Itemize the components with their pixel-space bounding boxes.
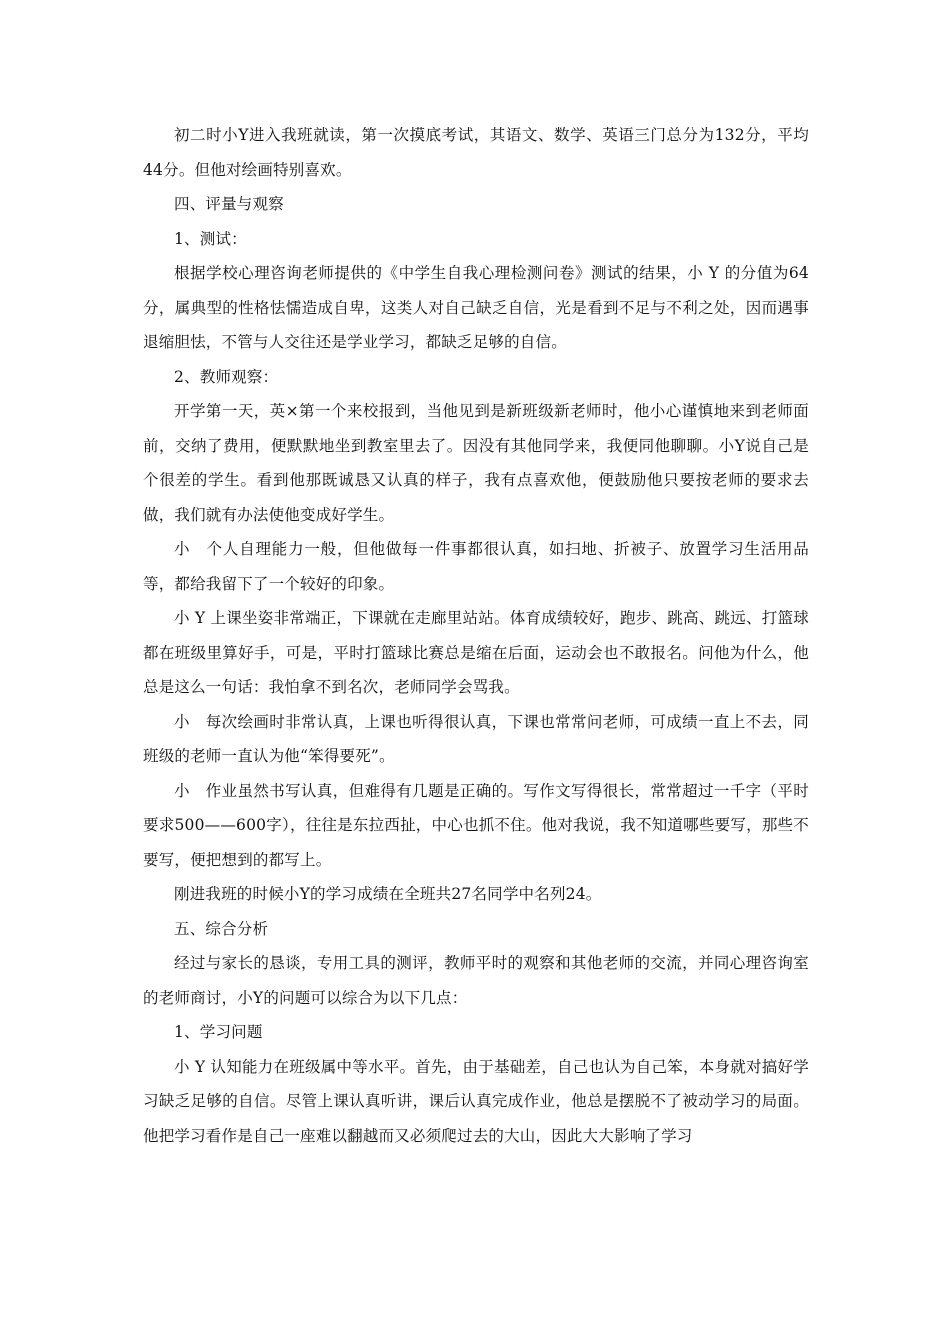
paragraph-sports: 小 Y 上课坐姿非常端正，下课就在走廊里站站。体育成绩较好，跑步、跳高、跳远、打篮球都在班级里算好手，可是，平时打篮球比赛总是缩在后面，运动会也不敢报名。问他为什么，他总是这么一句话：我怕拿不到名次，老师同学会骂我。	[143, 609, 809, 696]
paragraph-ranking: 刚进我班的时候小Y的学习成绩在全班共27名同学中名列24。	[174, 885, 602, 903]
subheading-teacher-observation: 2、教师观察：	[174, 367, 279, 386]
paragraph-homework: 小 作业虽然书写认真，但难得有几题是正确的。写作文写得很长，常常超过一千字（平时要求500——600字），往往是东拉西扯，中心也抓不住。他对我说，我不知道哪些要写，那些不要写，便把想到的都写上。	[143, 781, 809, 869]
paragraph-intro: 初二时小Y进入我班就读，第一次摸底考试，其语文、数学、英语三门总分为132分，平均44分。但他对绘画特别喜欢。	[143, 126, 809, 179]
paragraph-test-result: 根据学校心理咨询老师提供的《中学生自我心理检测问卷》测试的结果，小 Y 的分值为64分，属典型的性格怯懦造成自卑，这类人对自己缺乏自信，光是看到不足与不利之处，因而遇事退缩胆怯，不管与人交往还是学业学习，都缺乏足够的自信。	[143, 264, 809, 351]
subheading-learning-problem: 1、学习问题	[174, 1023, 263, 1041]
paragraph-self-care: 小 个人自理能力一般，但他做每一件事都很认真，如扫地、折被子、放置学习生活用品等，都给我留下了一个较好的印象。	[143, 540, 809, 593]
paragraph-first-day: 开学第一天，英×第一个来校报到，当他见到是新班级新老师时，他小心谨慎地来到老师面前，交纳了费用，便默默地坐到教室里去了。因没有其他同学来，我便同他聊聊。小Y说自己是个很差的学生。看到他那既诚恳又认真的样子，我有点喜欢他，便鼓励他只要按老师的要求去做，我们就有办法使他变成好学生。	[143, 402, 809, 524]
paragraph-learning-problem: 小 Y 认知能力在班级属中等水平。首先，由于基础差，自己也认为自己笨，本身就对搞好学习缺乏足够的自信。尽管上课认真听讲，课后认真完成作业，他总是摆脱不了被动学习的局面。他把学习看作是自己一座难以翻越而又必须爬过去的大山，因此大大影响了学习	[143, 1057, 809, 1145]
section-heading-assessment: 四、评量与观察	[174, 195, 284, 213]
document-body	[143, 118, 809, 1153]
paragraph-drawing: 小 每次绘画时非常认真，上课也听得很认真，下课也常常问老师，可成绩一直上不去，同班级的老师一直认为他“笨得要死”。	[143, 712, 809, 765]
section-heading-analysis: 五、综合分析	[174, 919, 269, 938]
paragraph-analysis-summary: 经过与家长的恳谈，专用工具的测评，教师平时的观察和其他老师的交流，并同心理咨询室的老师商讨，小Y的问题可以综合为以下几点：	[143, 954, 809, 1007]
subheading-test: 1、测试：	[174, 229, 247, 248]
